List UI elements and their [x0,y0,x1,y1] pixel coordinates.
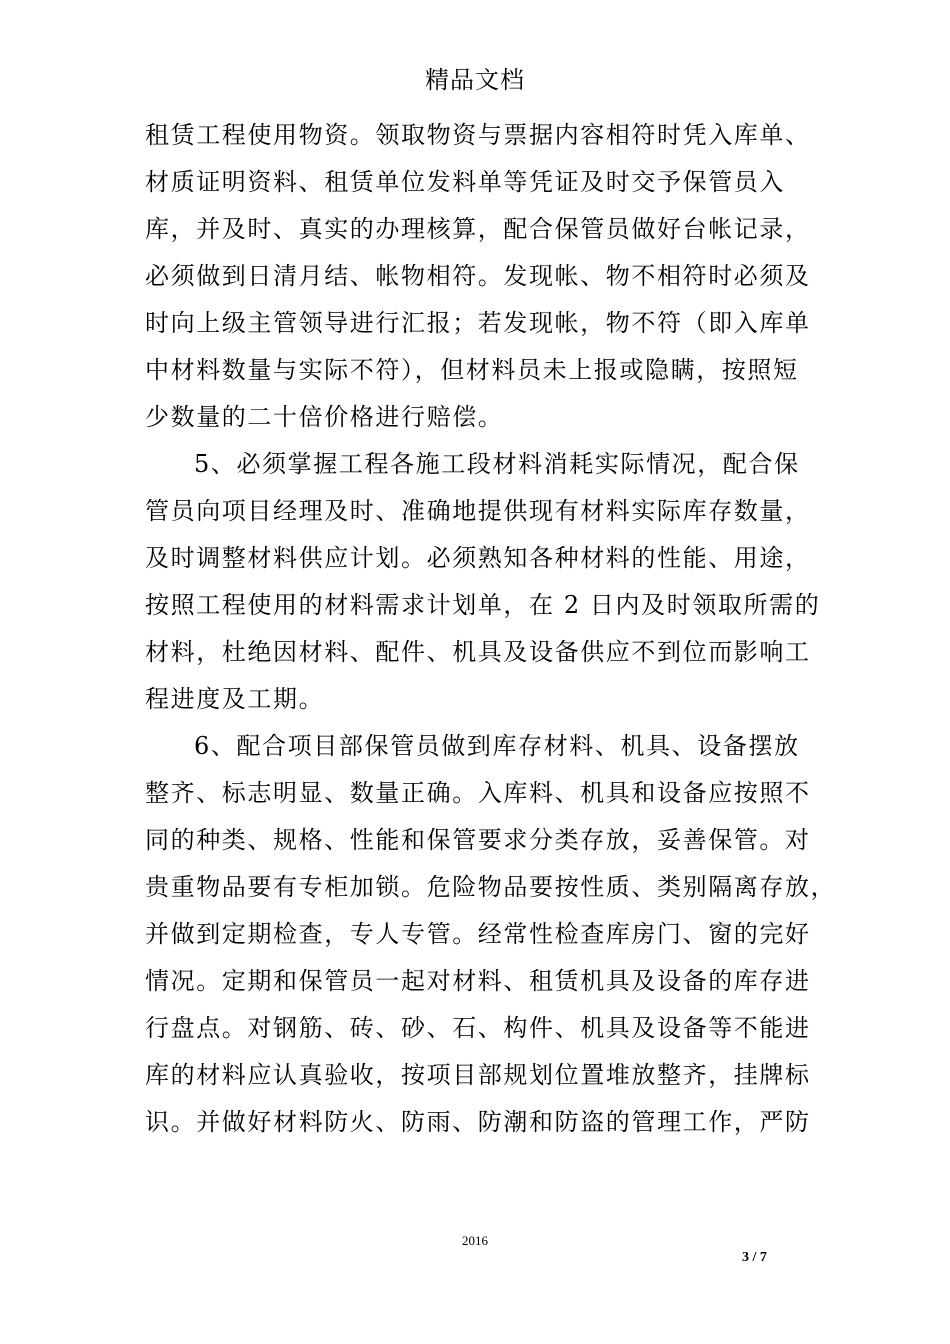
text-line: 少数量的二十倍价格进行赔偿。 [145,403,504,431]
text-line: 5、必须掌握工程各施工段材料消耗实际情况，配合保 [194,450,800,478]
text-line: 管员向项目经理及时、准确地提供现有材料实际库存数量， [145,497,811,525]
paragraph-item-5 [145,441,821,723]
text-line: 并做到定期检查，专人专管。经常性检查库房门、窗的完好 [145,920,811,948]
text-line: 识。并做好材料防火、防雨、防潮和防盗的管理工作，严防 [145,1108,811,1136]
text-line: 库，并及时、真实的办理核算，配合保管员做好台帐记录， [145,215,811,243]
page-header-title: 精品文档 [425,66,525,94]
text-line: 整齐、标志明显、数量正确。入库料、机具和设备应按照不 [145,779,811,807]
text-line: 及时调整材料供应计划。必须熟知各种材料的性能、用途， [145,544,811,572]
text-line: 材料，杜绝因材料、配件、机具及设备供应不到位而影响工 [145,638,811,666]
page-number: 3 / 7 [742,1250,767,1265]
text-line: 同的种类、规格、性能和保管要求分类存放，妥善保管。对 [145,826,811,854]
text-line: 程进度及工期。 [145,685,325,713]
text-line: 材质证明资料、租赁单位发料单等凭证及时交予保管员入 [145,168,785,196]
text-line: 情况。定期和保管员一起对材料、租赁机具及设备的库存进 [145,967,811,995]
text-line: 行盘点。对钢筋、砖、砂、石、构件、机具及设备等不能进 [145,1014,811,1042]
text-line: 中材料数量与实际不符），但材料员未上报或隐瞒，按照短 [145,356,799,384]
text-line: 时向上级主管领导进行汇报；若发现帐，物不符（即入库单 [145,309,811,337]
text-line: 租赁工程使用物资。领取物资与票据内容相符时凭入库单、 [145,121,811,149]
body-text [145,112,837,1146]
paragraph-continued [145,112,815,441]
text-line: 贵重物品要有专柜加锁。危险物品要按性质、类别隔离存放， [145,873,837,901]
text-line: 按照工程使用的材料需求计划单，在 2 日内及时领取所需的 [145,591,821,619]
footer-year: 2016 [462,1233,488,1248]
text-line: 库的材料应认真验收，按项目部规划位置堆放整齐，挂牌标 [145,1061,811,1089]
text-line: 必须做到日清月结、帐物相符。发现帐、物不相符时必须及 [145,262,811,290]
paragraph-item-6 [145,723,837,1146]
text-line: 6、配合项目部保管员做到库存材料、机具、设备摆放 [194,732,800,760]
